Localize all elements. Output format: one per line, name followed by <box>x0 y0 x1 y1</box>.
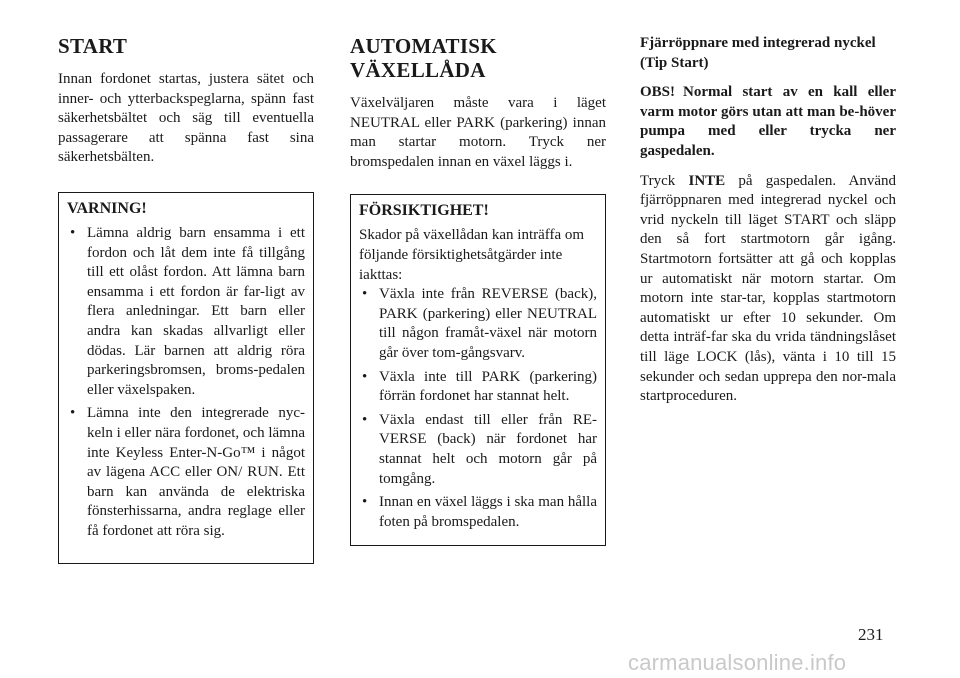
caution-box <box>350 194 606 546</box>
caution-item: • Växla inte från REVERSE (back), PARK (parkering) eller NEUTRAL till någon framåt-växel när motorn går över tom-gångsvarv. <box>359 285 597 363</box>
section-title-line-2: VÄXELLÅDA <box>350 58 486 82</box>
caution-item: • Växla inte till PARK (parkering) förrän fordonet har stannat helt. <box>359 368 597 407</box>
start-intro-paragraph: Innan fordonet startas, justera sätet och inner- och ytterbackspeglarna, spänn fast säkerhetsbältet och säg till eventuella passagerare att spänna fast sina säkerhetsbälten. <box>58 71 314 166</box>
caution-list <box>359 285 597 532</box>
warning-item: • Lämna inte den integrerade nyc-keln i eller nära fordonet, och lämna inte Keyless Enter-N-Go™ i något av lägena ACC eller ON/ RUN. Ett barn kan använda de elektriska fönsterhissarna, andra reglage eller få fordonet att röra sig. <box>67 404 305 541</box>
warning-list <box>67 224 305 542</box>
column-start <box>58 34 314 564</box>
warning-item: • Lämna aldrig barn ensamma i ett fordon och låt dem inte få tillgång till ett olåst fordon. Att lämna barn ensamma i ett fordon är far-ligt av flera anledningar. Ett barn eller andra kan skadas allvarligt eller dödas. Lär barnen att aldrig röra parkeringsbromsen, broms-pedalen eller växelspaken. <box>67 224 305 400</box>
paragraph-rest: på gaspedalen. Använd fjärröppnaren med integrerad nyckel och vrid nyckeln till läget START och släpp den så fort startmotorn går igång. Startmotorn fortsätter att gå och kopplas ur automatiskt när motorn startar. Om motorn inte star-tar, kopplas startmotorn automatiskt ur efter 10 sekunder. Om detta inträf-far ska du vrida tändningslåset till läge LOCK (lås), vänta i 10 till 15 sekunder och sedan upprepa den nor-mala startproceduren. <box>640 172 896 405</box>
warning-title: VARNING! <box>67 199 147 217</box>
column-tip-start <box>640 34 896 407</box>
caution-title: FÖRSIKTIGHET! <box>359 202 489 220</box>
column-automatic-transmission <box>350 34 606 546</box>
section-title-transmission <box>350 34 606 82</box>
section-title-line-1: AUTOMATISK <box>350 34 497 58</box>
note-text: Normal start av en kall eller varm motor görs utan att man be-höver pumpa med eller trycka ner gaspedalen. <box>640 84 896 159</box>
caution-item: • Innan en växel läggs i ska man hålla foten på bromspedalen. <box>359 493 597 532</box>
caution-item: • Växla endast till eller från RE-VERSE (back) när fordonet har stannat helt och motorn går på tomgång. <box>359 411 597 489</box>
note-paragraph <box>640 83 896 161</box>
watermark: carmanualsonline.info <box>628 650 847 675</box>
page-number: 231 <box>858 625 884 644</box>
section-title-start: START <box>58 34 128 58</box>
caution-intro: Skador på växellådan kan inträffa om följande försiktighetsåtgärder inte iakttas: <box>359 227 585 283</box>
transmission-intro-paragraph: Växelväljaren måste vara i läget NEUTRAL eller PARK (parkering) innan man startar motorn. Tryck ner bromspedalen innan en växel läggs i. <box>350 95 606 170</box>
tip-start-paragraph <box>640 172 896 407</box>
paragraph-emphasis: INTE <box>688 172 726 189</box>
paragraph-lead: Tryck <box>640 172 676 189</box>
warning-box <box>58 192 314 564</box>
tip-start-heading: Fjärröppnare med integrerad nyckel (Tip Start) <box>640 35 876 71</box>
note-label: OBS! <box>640 84 676 101</box>
